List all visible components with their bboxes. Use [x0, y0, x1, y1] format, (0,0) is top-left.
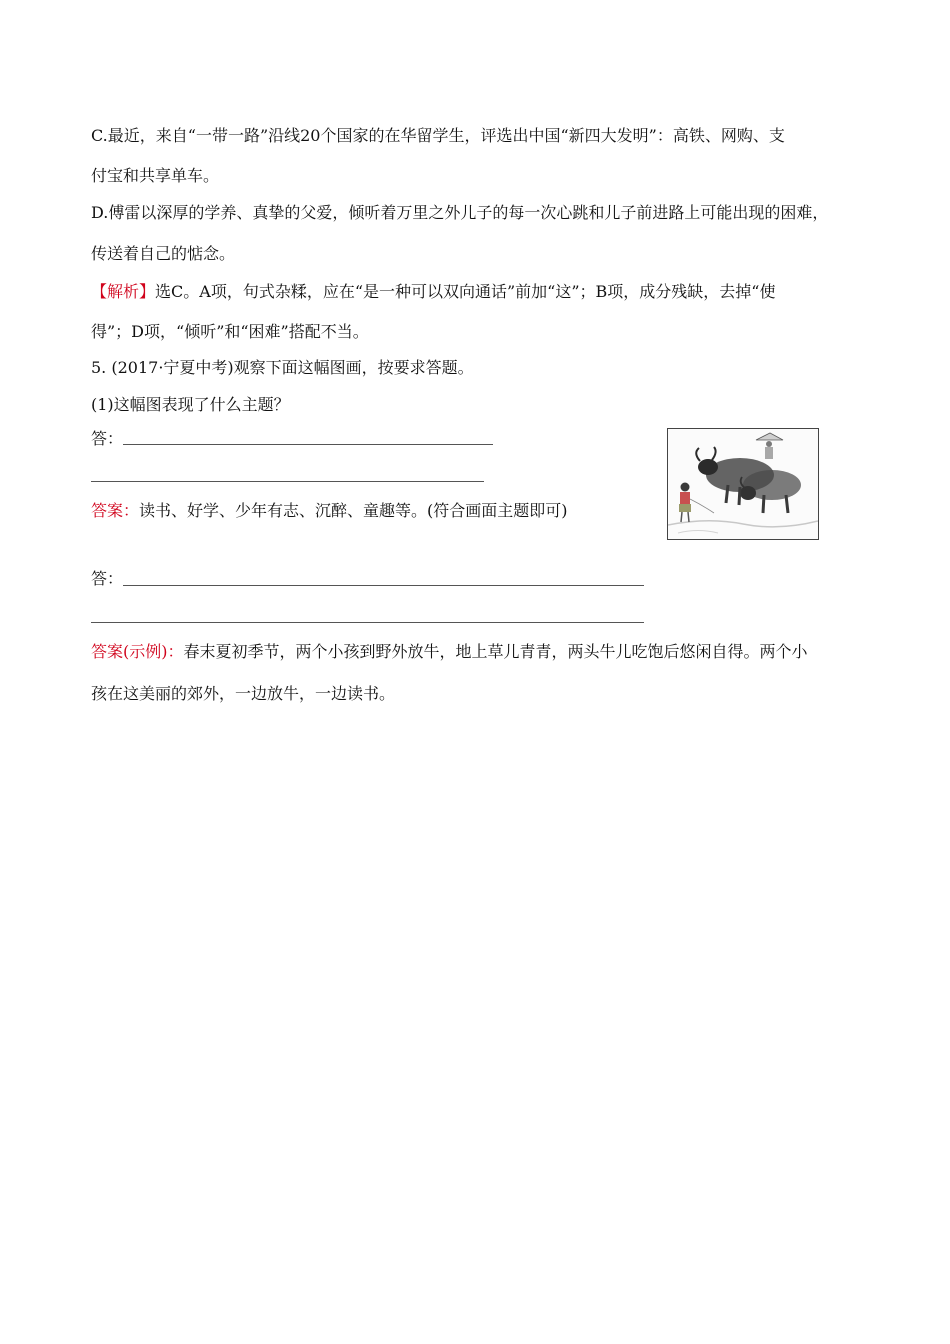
analysis-line-1	[91, 281, 775, 303]
ink-painting-illustration	[668, 429, 818, 539]
option-d-line-2: 传送着自己的惦念。	[91, 244, 236, 263]
question-5-subquestion-1: (1)这幅图表现了什么主题？	[91, 395, 290, 414]
question-5-title: 5. (2017·宁夏中考)观察下面这幅图画，按要求答题。	[91, 358, 474, 377]
answer-2-blank-line-2[interactable]	[91, 622, 644, 623]
answer-2-line-2: 孩在这美丽的郊外，一边放牛，一边读书。	[91, 684, 396, 703]
analysis-line-2: 得”；D项，“倾听”和“困难”搭配不当。	[91, 322, 369, 341]
option-c-line-2: 付宝和共享单车。	[91, 166, 220, 185]
answer-2-text-1: 春末夏初季节，两个小孩到野外放牛，地上草儿青青，两头牛儿吃饱后悠闲自得。两个小	[183, 642, 808, 661]
analysis-text: 选C。A项，句式杂糅，应在“是一种可以双向通话”前加“这”；B项，成分残缺，去掉“使	[155, 282, 776, 301]
ink-painting-image	[667, 428, 819, 540]
answer-1-text: 读书、好学、少年有志、沉醉、童趣等。(符合画面主题即可)	[139, 501, 568, 520]
answer-1-label: 答案：	[91, 501, 140, 520]
option-c-line-1: C.最近，来自“一带一路”沿线20个国家的在华留学生，评选出中国“新四大发明”：高铁、网购、支	[91, 126, 785, 145]
answer-2-prefix: 答：	[91, 569, 124, 588]
answer-2-blank-line-1[interactable]	[123, 585, 644, 586]
analysis-tag: 【解析】	[91, 282, 156, 301]
option-d-line-1: D.傅雷以深厚的学养、真挚的父爱，倾听着万里之外儿子的每一次心跳和儿子前进路上可能出现的困难，	[91, 203, 829, 222]
answer-1-blank-line-1[interactable]	[123, 444, 493, 445]
answer-2-line-1	[91, 641, 808, 663]
answer-1-blank-line-2[interactable]	[91, 481, 484, 482]
answer-2-label: 答案(示例)：	[91, 642, 184, 661]
answer-1-prefix: 答：	[91, 429, 124, 448]
answer-1-line	[91, 500, 568, 522]
